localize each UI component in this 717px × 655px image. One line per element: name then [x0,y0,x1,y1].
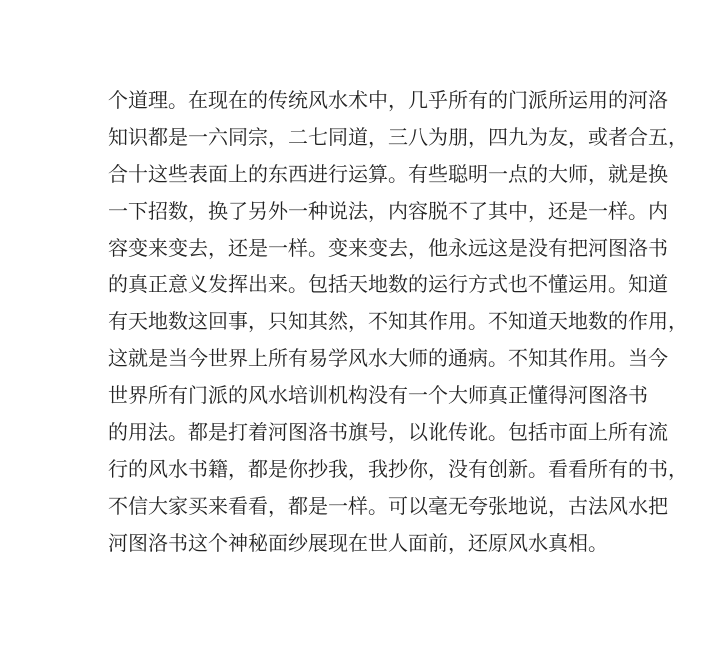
text-line-9: 世界所有门派的风水培训机构没有一个大师真正懂得河图洛书 [108,383,648,408]
text-line-10: 的用法。都是打着河图洛书旗号，以讹传讹。包括市面上所有流 [108,420,668,445]
text-line-7: 有天地数这回事，只知其然，不知其作用。不知道天地数的作用， [108,309,688,334]
text-line-12: 不信大家买来看看，都是一样。可以毫无夸张地说，古法风水把 [108,493,668,518]
text-line-4: 一下招数，换了另外一种说法，内容脱不了其中，还是一样。内 [108,198,668,223]
text-line-8: 这就是当今世界上所有易学风水大师的通病。不知其作用。当今 [108,346,668,371]
text-line-3: 合十这些表面上的东西进行运算。有些聪明一点的大师，就是换 [108,161,668,186]
text-line-11: 行的风水书籍，都是你抄我，我抄你，没有创新。看看所有的书， [108,456,688,481]
text-line-6: 的真正意义发挥出来。包括天地数的运行方式也不懂运用。知道 [108,272,668,297]
paragraph [108,82,688,562]
text-line-5: 容变来变去，还是一样。变来变去，他永远这是没有把河图洛书 [108,235,668,260]
text-line-1: 个道理。在现在的传统风水术中，几乎所有的门派所运用的河洛 [108,88,668,112]
text-line-13: 河图洛书这个神秘面纱展现在世人面前，还原风水真相。 [108,530,608,555]
text-line-2: 知识都是一六同宗，二七同道，三八为朋，四九为友，或者合五， [108,124,688,149]
